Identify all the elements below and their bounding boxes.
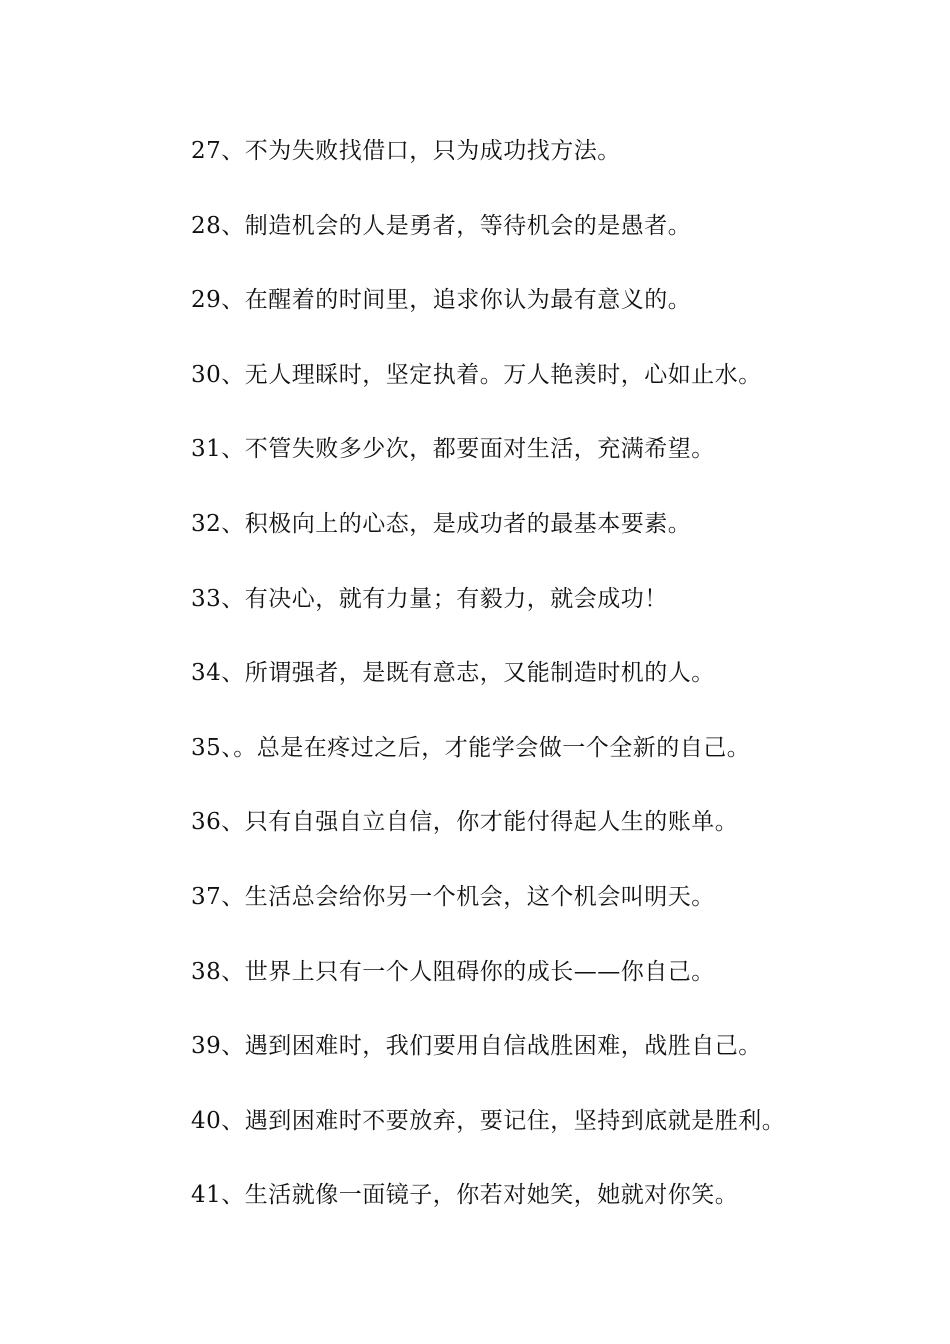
quote-line-33: 33、有决心，就有力量；有毅力，就会成功！ (191, 585, 668, 612)
quote-line-37: 37、生活总会给你另一个机会，这个机会叫明天。 (191, 883, 715, 910)
quote-line-32: 32、积极向上的心态，是成功者的最基本要素。 (191, 510, 692, 537)
quote-line-38: 38、世界上只有一个人阻碍你的成长——你自己。 (191, 958, 715, 985)
quote-list (191, 131, 891, 1250)
quote-line-31: 31、不管失败多少次，都要面对生活，充满希望。 (191, 436, 715, 463)
quote-line-35: 35、。总是在疼过之后，才能学会做一个全新的自己。 (191, 734, 751, 761)
quote-line-28: 28、制造机会的人是勇者，等待机会的是愚者。 (191, 212, 692, 239)
quote-line-40: 40、遇到困难时不要放弃，要记住，坚持到底就是胜利。 (191, 1107, 786, 1134)
quote-line-30: 30、无人理睬时，坚定执着。万人艳羡时，心如止水。 (191, 361, 762, 388)
quote-line-27: 27、不为失败找借口，只为成功找方法。 (191, 138, 621, 164)
quote-line-41: 41、生活就像一面镜子，你若对她笑，她就对你笑。 (191, 1182, 739, 1209)
quote-line-36: 36、只有自强自立自信，你才能付得起人生的账单。 (191, 809, 739, 836)
quote-line-39: 39、遇到困难时，我们要用自信战胜困难，战胜自己。 (191, 1033, 762, 1060)
quote-line-29: 29、在醒着的时间里，追求你认为最有意义的。 (191, 287, 692, 314)
quote-line-34: 34、所谓强者，是既有意志，又能制造时机的人。 (191, 660, 715, 687)
